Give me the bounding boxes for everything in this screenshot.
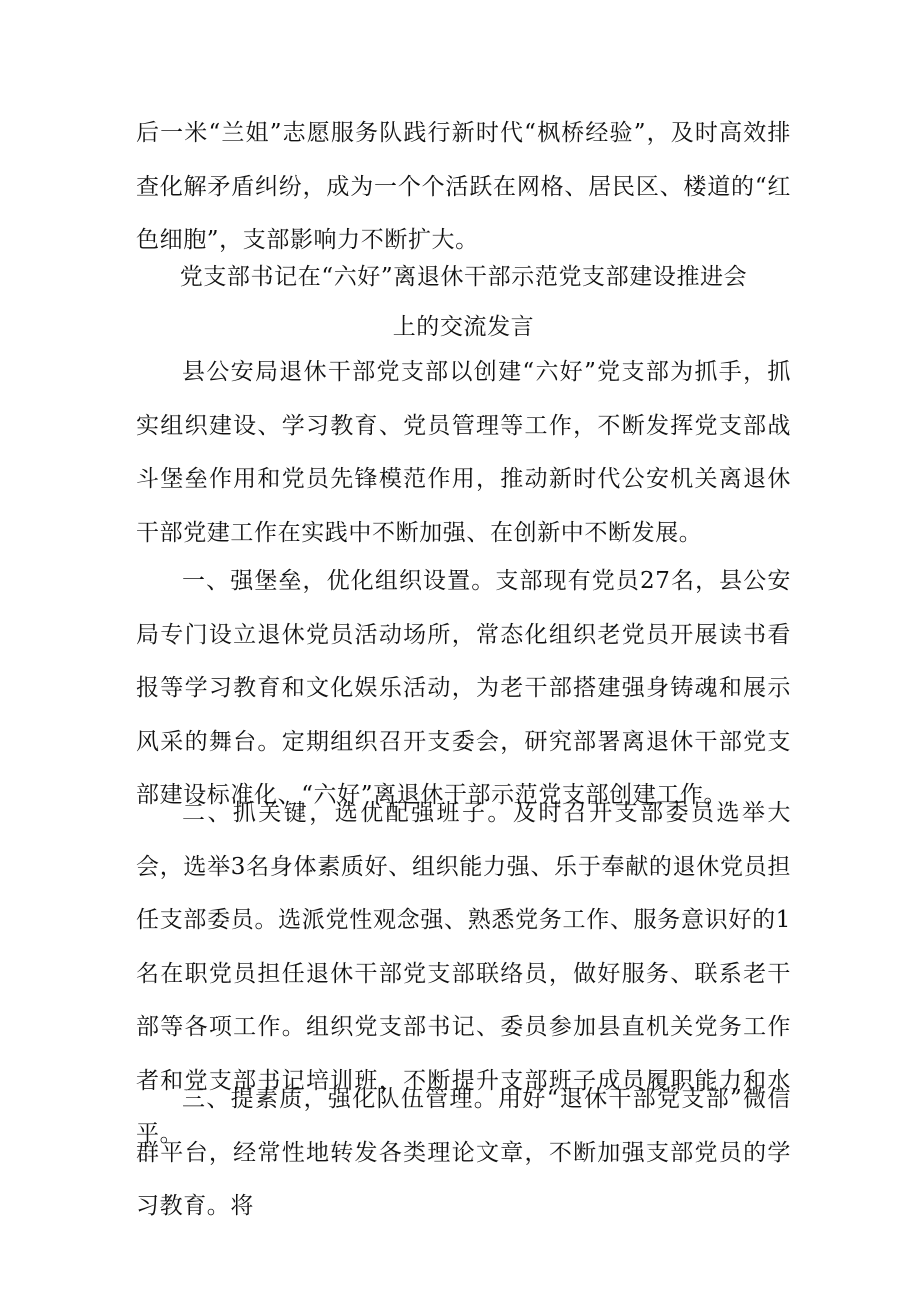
section-1-paragraph: 一、强堡垒，优化组织设置。支部现有党员27名，县公安局专门设立退休党员活动场所，常态化组织老党员开展读书看报等学习教育和文化娱乐活动，为老干部搭建强身铸魂和展示风采的舞台。定期组织召开支委会，研究部署离退休干部党支部建设标准化、“六好”离退休干部示范党支部创建工作。 [136, 568, 791, 808]
speech-title-line-1: 党支部书记在“六好”离退休干部示范党支部建设推进会 [179, 264, 748, 290]
section-2-paragraph: 二、抓关键，选优配强班子。及时召开支部委员选举大会，选举3名身体素质好、组织能力强、乐于奉献的退休党员担任支部委员。选派党性观念强、熟悉党务工作、服务意识好的1名在职党员担任退休干部党支部联络员，做好服务、联系老干部等各项工作。组织党支部书记、委员参加县直机关党务工作者和党支部书记培训班，不断提升支部班子成员履职能力和水平。 [136, 800, 791, 1147]
intro-paragraph: 县公安局退休干部党支部以创建“六好”党支部为抓手，抓实组织建设、学习教育、党员管理等工作，不断发挥党支部战斗堡垒作用和党员先锋模范作用，推动新时代公安机关离退休干部党建工作在实践中不断加强、在创新中不断发展。 [136, 359, 791, 546]
continuation-paragraph: 后一米“兰姐”志愿服务队践行新时代“枫桥经验”，及时高效排查化解矛盾纠纷，成为一个个活跃在网格、居民区、楼道的“红色细胞”，支部影响力不断扩大。 [136, 120, 791, 253]
section-3-paragraph: 三、提素质，强化队伍管理。用好“退休干部党支部”微信群平台，经常性地转发各类理论文章，不断加强支部党员的学习教育。将 [136, 1086, 791, 1219]
speech-title-line-2: 上的交流发言 [392, 314, 535, 340]
